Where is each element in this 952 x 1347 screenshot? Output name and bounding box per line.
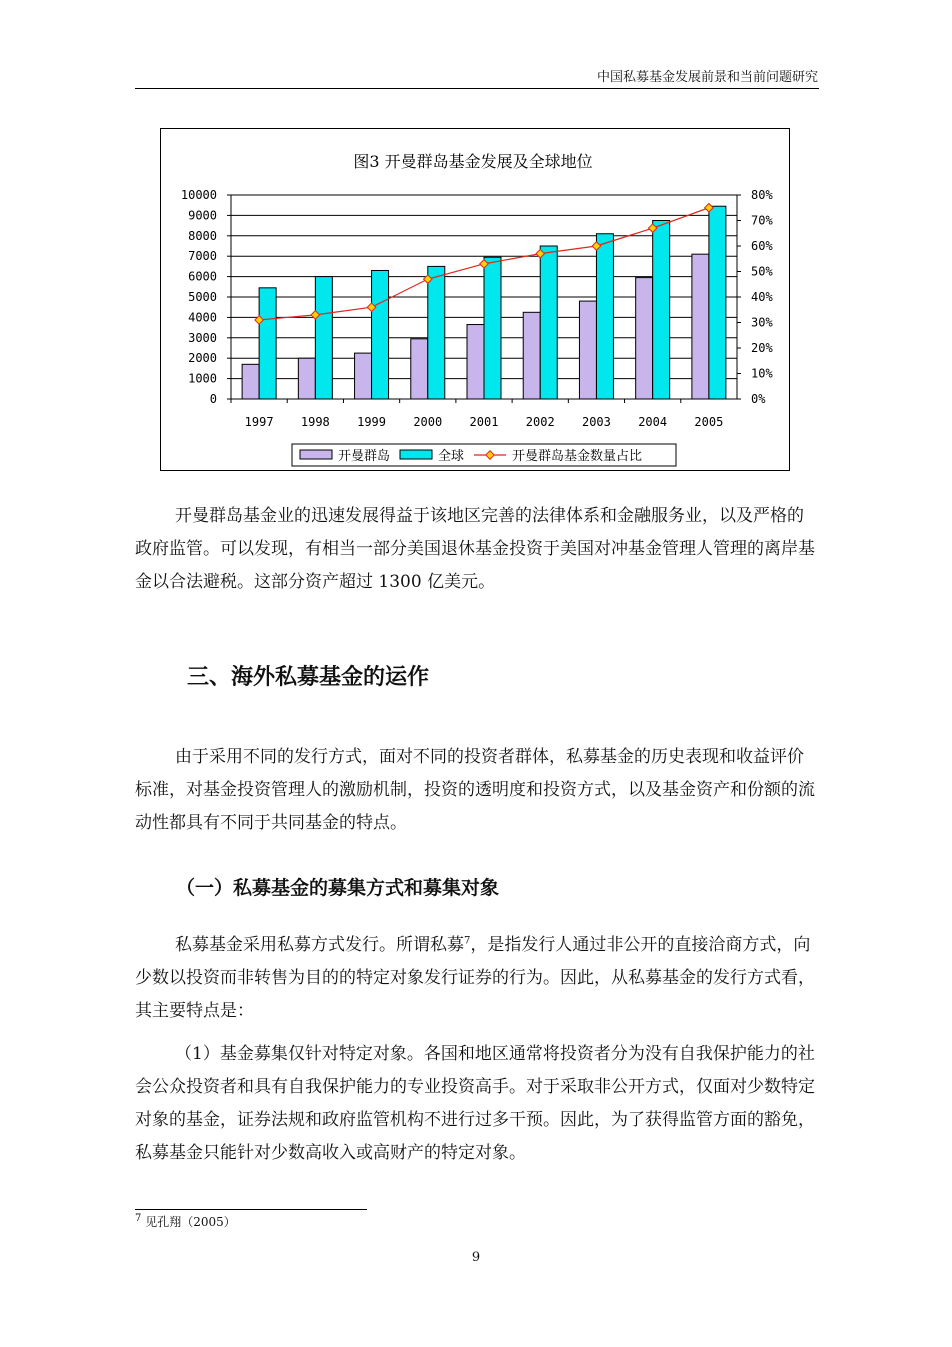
bar: [636, 278, 653, 399]
y-tick-label: 7000: [188, 249, 217, 264]
bar: [298, 358, 315, 399]
paragraph-1: [135, 500, 819, 599]
y2-tick-label: 40%: [751, 290, 773, 304]
bar: [484, 257, 501, 399]
x-tick-label: 2000: [413, 415, 443, 429]
chart: [161, 129, 791, 472]
x-tick-label: 2001: [469, 415, 499, 429]
y-tick-label: 10000: [180, 188, 217, 202]
footnote: [135, 1213, 236, 1230]
x-tick-label: 1997: [244, 415, 274, 429]
legend-label: 全球: [438, 449, 465, 464]
section-heading: 三、海外私募基金的运作: [187, 665, 430, 690]
bar: [523, 312, 540, 399]
y2-tick-label: 50%: [751, 264, 773, 279]
bar: [579, 301, 596, 399]
y2-tick-label: 10%: [751, 366, 773, 381]
x-tick-label: 2004: [638, 415, 668, 429]
x-tick-label: 2005: [694, 415, 724, 429]
chart-title: 图3 开曼群岛基金发展及全球地位: [353, 152, 593, 171]
header-rule: [135, 88, 819, 89]
running-header: 中国私募基金发展前景和当前问题研究: [596, 70, 818, 85]
y-tick-label: 5000: [188, 290, 217, 304]
bar: [355, 353, 372, 399]
paragraph-4-text: （1）基金募集仅针对特定对象。各国和地区通常将投资者分为没有自我保护能力的社会公众投资者和具有自我保护能力的专业投资高手。对于采取非公开方式，仅面对少数特定对象的基金，证券法规和政府监管机构不进行过多干预。因此，为了获得监管方面的豁免，私募基金只能针对少数高收入或高财产的特定对象。: [135, 1044, 815, 1163]
x-tick-label: 2003: [581, 415, 611, 429]
y-tick-label: 0: [209, 392, 217, 406]
paragraph-3-text-a: 私募基金采用私募方式发行。所谓私募: [175, 935, 464, 955]
y-tick-label: 1000: [188, 371, 217, 386]
footnote-mark: 7: [135, 1213, 142, 1224]
paragraph-3: [135, 929, 819, 1028]
legend-label: 开曼群岛基金数量占比: [512, 449, 643, 464]
bar: [467, 325, 484, 399]
bar: [709, 206, 726, 399]
figure-3: [160, 128, 790, 471]
x-tick-label: 1999: [357, 415, 387, 429]
bar: [428, 266, 445, 399]
bar: [411, 339, 428, 399]
y2-tick-label: 30%: [751, 315, 773, 330]
y2-tick-label: 0%: [751, 392, 766, 406]
legend-swatch: [400, 450, 432, 459]
y-tick-label: 3000: [188, 330, 217, 345]
y-tick-label: 2000: [188, 351, 217, 366]
y2-tick-label: 70%: [751, 213, 773, 228]
bar: [372, 270, 389, 399]
y2-tick-label: 60%: [751, 239, 773, 253]
subsection-heading: （一）私募基金的募集方式和募集对象: [176, 877, 500, 899]
paragraph-4: [135, 1038, 819, 1170]
bar: [540, 246, 557, 399]
y-tick-label: 9000: [188, 208, 217, 223]
legend-label: 开曼群岛: [338, 449, 391, 464]
bar: [242, 364, 259, 399]
footnote-ref[interactable]: 7: [464, 935, 471, 947]
y2-tick-label: 20%: [751, 341, 773, 355]
paragraph-2: [135, 741, 819, 840]
y2-tick-label: 80%: [751, 188, 773, 202]
x-tick-label: 1998: [300, 415, 330, 429]
y-tick-label: 6000: [188, 269, 217, 284]
paragraph-3-text-b: ，是指发行人通过非公开的直接洽商方式，向少数以投资而非转售为目的的特定对象发行证券的行为。因此，从私募基金的发行方式看，其主要特点是：: [135, 935, 815, 1021]
paragraph-2-text: 由于采用不同的发行方式，面对不同的投资者群体，私募基金的历史表现和收益评价标准，对基金投资管理人的激励机制，投资的透明度和投资方式，以及基金资产和份额的流动性都具有不同于共同基金的特点。: [135, 747, 815, 833]
page-number: 9: [471, 1250, 481, 1265]
bar: [653, 221, 670, 400]
footnote-rule: [135, 1209, 367, 1210]
y-tick-label: 8000: [188, 228, 217, 243]
bar: [315, 277, 332, 399]
paragraph-1-text: 开曼群岛基金业的迅速发展得益于该地区完善的法律体系和金融服务业，以及严格的政府监管。可以发现，有相当一部分美国退休基金投资于美国对冲基金管理人管理的离岸基金以合法避税。这部分资产超过 1300 亿美元。: [135, 506, 815, 592]
bar: [596, 234, 613, 399]
footnote-text: 见孔翔（2005）: [145, 1215, 236, 1229]
bar: [692, 254, 709, 399]
bar: [259, 288, 276, 399]
legend-swatch: [300, 450, 332, 459]
y-tick-label: 4000: [188, 310, 217, 325]
x-tick-label: 2002: [525, 415, 555, 429]
